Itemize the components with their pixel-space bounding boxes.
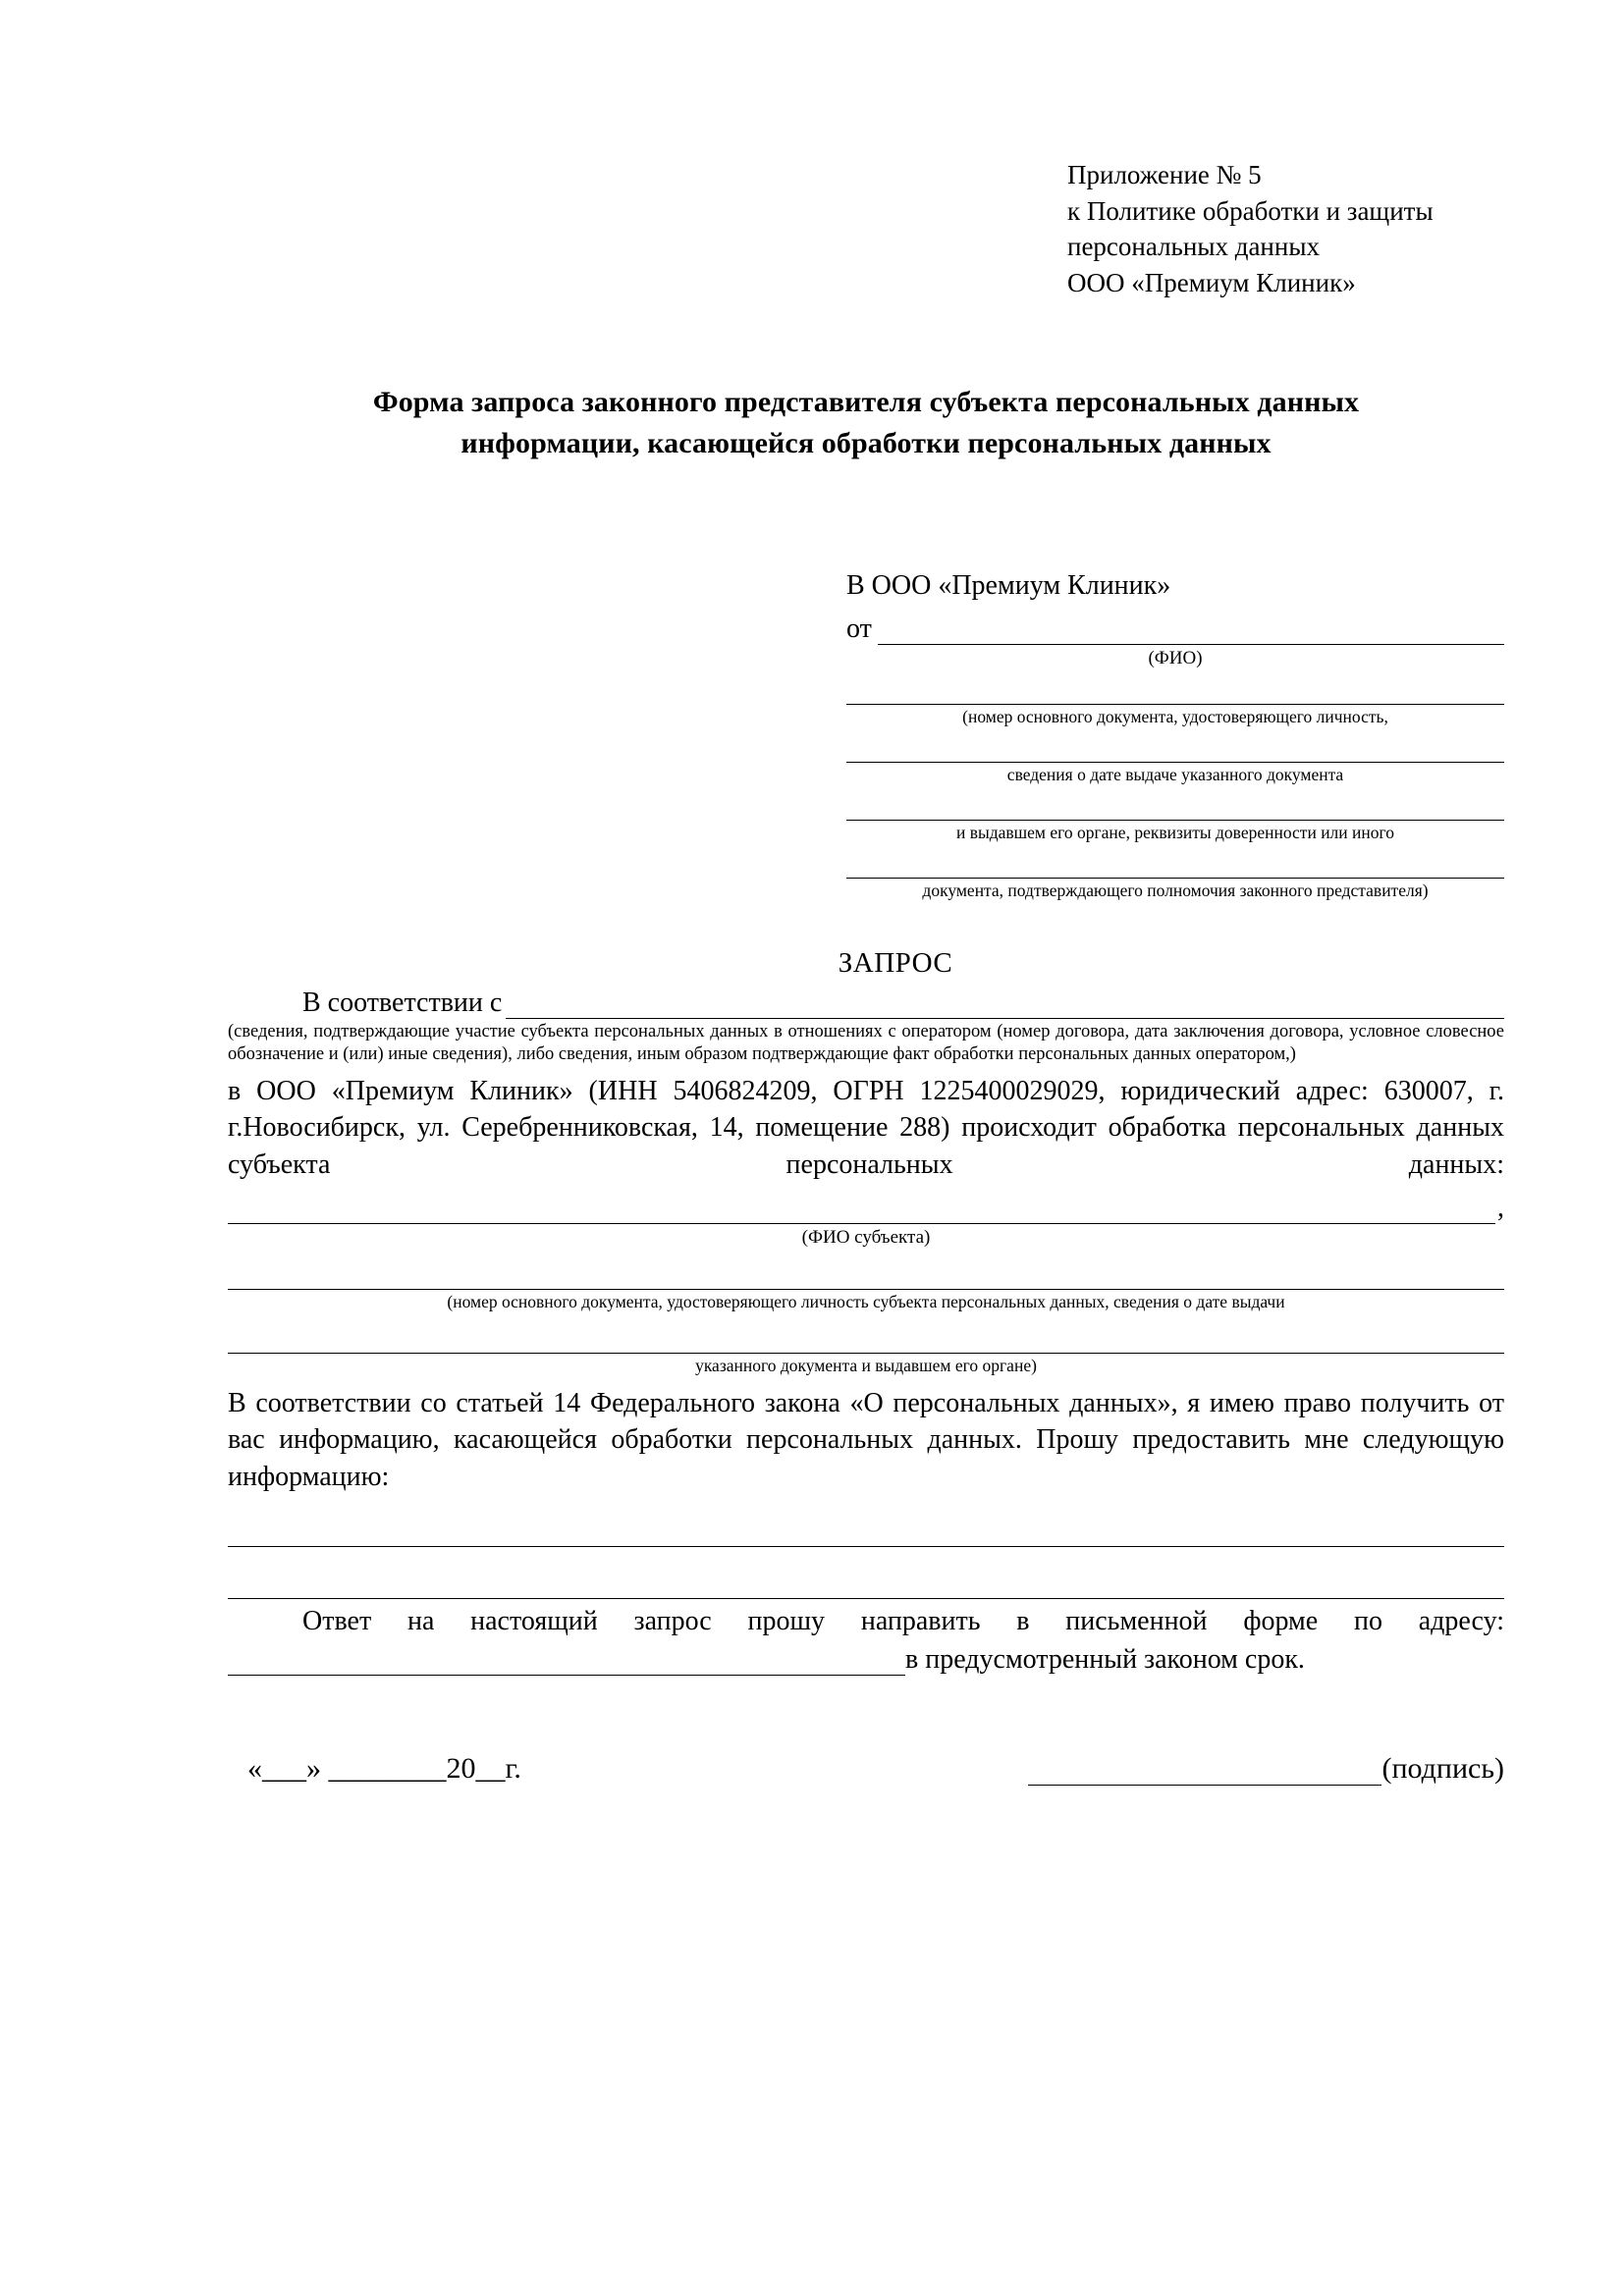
addressee-block xyxy=(846,568,1504,902)
representative-doc-field-2[interactable] xyxy=(846,736,1504,763)
subject-fio-comma: , xyxy=(1497,1193,1504,1224)
signature-date[interactable]: «___» ________20__г. xyxy=(247,1751,521,1785)
in-accordance-row xyxy=(228,988,1504,1019)
appendix-header xyxy=(1067,157,1504,301)
caption-doc-3: и выдавшем его органе, реквизиты доверенности или иного xyxy=(955,822,1395,842)
addressee-company: В ООО «Премиум Клиник» xyxy=(846,570,1171,602)
requested-info-field-2[interactable] xyxy=(228,1569,1504,1599)
subject-fio-field[interactable] xyxy=(228,1194,1495,1224)
signature-label: (подпись) xyxy=(1381,1751,1504,1785)
request-heading: ЗАПРОС xyxy=(838,946,953,979)
requested-info-field-1[interactable] xyxy=(228,1517,1504,1547)
caption-doc-1: (номер основного документа, удостоверяющего личность, xyxy=(962,707,1388,727)
representative-doc-field-4[interactable] xyxy=(846,852,1504,879)
page-title-line2: информации, касающейся обработки персональных данных xyxy=(460,427,1272,460)
answer-address-row xyxy=(228,1644,1504,1676)
appendix-policy-line2: персональных данных xyxy=(1067,232,1320,262)
caption-doc-2: сведения о дате выдаче указанного документа xyxy=(1006,765,1344,785)
operator-paragraph: в ООО «Премиум Клиник» (ИНН 5406824209, ОГРН 1225400029029, юридический адрес: 630007, г. г.Новосибирск, ул. Серебренниковская, 14, помещение 288) происходит обработка персональных данных субъекта персональных данных: xyxy=(228,1075,1504,1180)
signature-row xyxy=(228,1752,1504,1786)
representative-doc-field-1[interactable] xyxy=(846,678,1504,705)
appendix-number: Приложение № 5 xyxy=(1067,160,1262,189)
appendix-policy-line1: к Политике обработки и защиты xyxy=(1067,195,1434,226)
from-label: от xyxy=(846,614,872,645)
caption-fio: (ФИО) xyxy=(1148,648,1203,669)
answer-address-tail: в предусмотренный законом срок. xyxy=(905,1643,1305,1675)
signature-block xyxy=(1028,1752,1504,1786)
from-name-field[interactable] xyxy=(878,620,1504,645)
in-accordance-note: (сведения, подтверждающие участие субъекта персональных данных в отношениях с оператором (номер договора, дата заключения договора, условное словесное обозначение и (или) иные сведения), либо сведения, иным образом подтверждающие факт обработки персональных данных оператором,) xyxy=(228,1021,1504,1065)
subject-doc-field-1[interactable] xyxy=(228,1259,1504,1290)
signature-field[interactable] xyxy=(1028,1759,1381,1786)
page-title xyxy=(228,382,1504,465)
subject-fio-row xyxy=(228,1193,1504,1224)
from-row xyxy=(846,614,1504,645)
caption-subject-doc-1: (номер основного документа, удостоверяющего личность субъекта персональных данных, сведения о дате выдачи xyxy=(447,1291,1285,1311)
caption-subject-doc-2: указанного документа и выдавшем его органе) xyxy=(695,1355,1037,1375)
law-paragraph: В соответствии со статьей 14 Федерального закона «О персональных данных», я имею право получить от вас информацию, касающейся обработки персональных данных. Прошу предоставить мне следующую информацию: xyxy=(228,1387,1504,1492)
in-accordance-field[interactable] xyxy=(506,994,1504,1019)
page-title-line1: Форма запроса законного представителя субъекта персональных данных xyxy=(372,385,1360,418)
answer-address-field[interactable] xyxy=(228,1647,905,1676)
caption-subject-fio: (ФИО субъекта) xyxy=(801,1227,931,1249)
appendix-company: ООО «Премиум Клиник» xyxy=(1067,268,1356,298)
in-accordance-label: В соответствии с xyxy=(302,987,503,1018)
caption-doc-4: документа, подтверждающего полномочия законного представителя) xyxy=(922,880,1429,900)
representative-doc-field-3[interactable] xyxy=(846,794,1504,821)
document-content xyxy=(228,157,1504,1786)
subject-doc-field-2[interactable] xyxy=(228,1323,1504,1354)
answer-paragraph: Ответ на настоящий запрос прошу направить в письменной форме по адресу: xyxy=(302,1606,1504,1637)
